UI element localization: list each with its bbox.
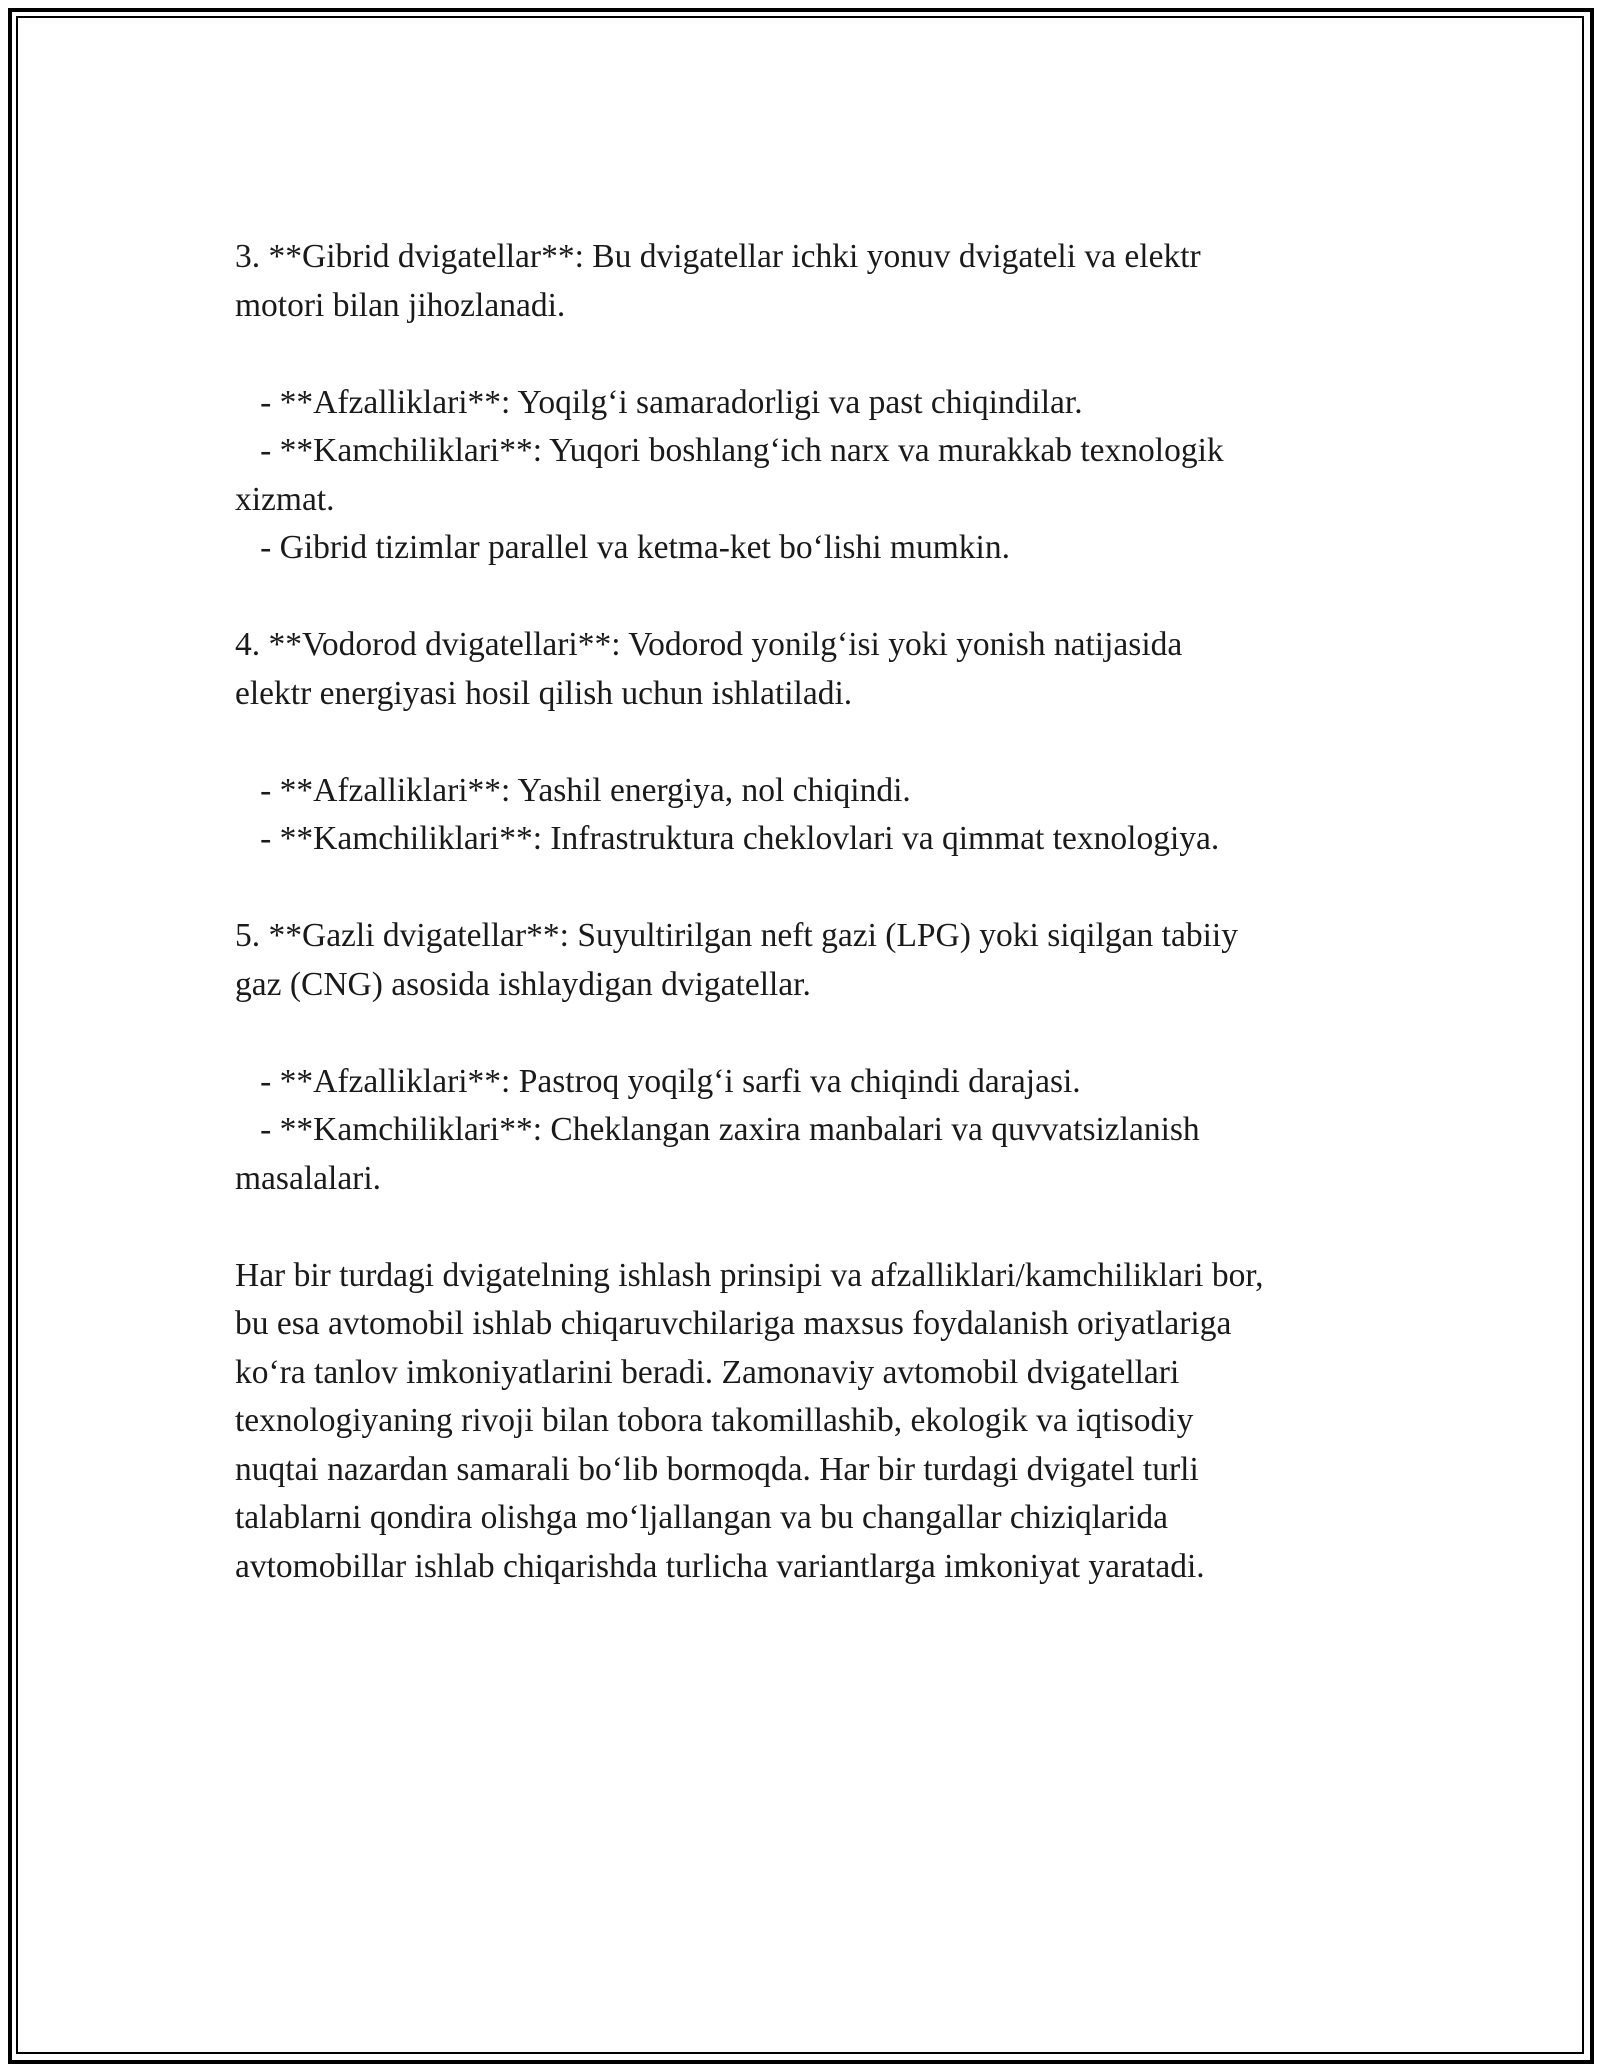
blank-line: [235, 1203, 1385, 1252]
text-line: - **Kamchiliklari**: Yuqori boshlang‘ich narx va murakkab texnologik: [235, 432, 1224, 469]
text-line: xizmat.: [235, 480, 335, 518]
blank-line: [235, 573, 1385, 622]
text-line: - Gibrid tizimlar parallel va ketma-ket bo‘lishi mumkin.: [235, 529, 1010, 566]
text-line: bu esa avtomobil ishlab chiqaruvchilariga maxsus foydalanish oriyatlariga: [235, 1305, 1232, 1342]
text-line: nuqtai nazardan samarali bo‘lib bormoqda. Har bir turdagi dvigatel turli: [235, 1450, 1199, 1488]
text-line: 3. **Gibrid dvigatellar**: Bu dvigatellar ichki yonuv dvigateli va elektr: [235, 238, 1201, 275]
text-line: talablarni qondira olishga mo‘ljallangan va bu changallar chiziqlarida: [235, 1499, 1168, 1536]
text-line: masalalari.: [235, 1159, 382, 1197]
text-line: - **Afzalliklari**: Yoqilg‘i samaradorligi va past chiqindilar.: [235, 383, 1083, 421]
text-line: - **Afzalliklari**: Pastroq yoqilg‘i sarfi va chiqindi darajasi.: [235, 1062, 1081, 1100]
text-line: avtomobillar ishlab chiqarishda turlicha variantlarga imkoniyat yaratadi.: [235, 1547, 1205, 1585]
text-line: - **Kamchiliklari**: Infrastruktura cheklovlari va qimmat texnologiya.: [235, 820, 1220, 857]
blank-line: [235, 718, 1385, 767]
text-line: motori bilan jihozlanadi.: [235, 286, 566, 324]
blank-line: [235, 1009, 1385, 1058]
text-line: - **Afzalliklari**: Yashil energiya, nol chiqindi.: [235, 771, 911, 809]
blank-line: [235, 330, 1385, 379]
text-line: 4. **Vodorod dvigatellari**: Vodorod yonilg‘isi yoki yonish natijasida: [235, 626, 1183, 663]
text-line: Har bir turdagi dvigatelning ishlash prinsipi va afzalliklari/kamchiliklari bor,: [235, 1256, 1264, 1294]
text-line: - **Kamchiliklari**: Cheklangan zaxira manbalari va quvvatsizlanish: [235, 1111, 1200, 1148]
document-body: [235, 233, 1385, 1591]
text-line: ko‘ra tanlov imkoniyatlarini beradi. Zamonaviy avtomobil dvigatellari: [235, 1353, 1180, 1391]
text-line: elektr energiyasi hosil qilish uchun ishlatiladi.: [235, 674, 853, 712]
text-line: texnologiyaning rivoji bilan tobora takomillashib, ekologik va iqtisodiy: [235, 1402, 1194, 1439]
text-line: 5. **Gazli dvigatellar**: Suyultirilgan neft gazi (LPG) yoki siqilgan tabiiy: [235, 917, 1238, 954]
text-line: gaz (CNG) asosida ishlaydigan dvigatellar.: [235, 965, 811, 1003]
blank-line: [235, 864, 1385, 913]
